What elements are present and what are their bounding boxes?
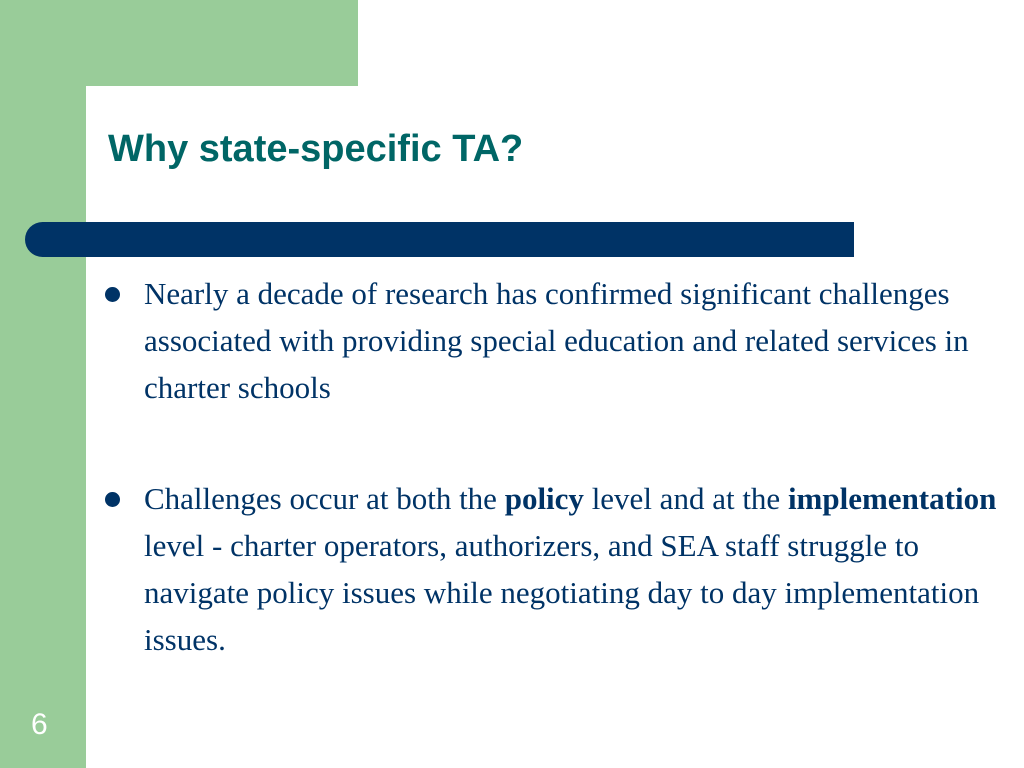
green-top-block — [0, 0, 358, 86]
bullet-dot-icon — [105, 492, 120, 507]
bullet-emphasis-implementation: implementation — [787, 481, 997, 516]
slide-title: Why state-specific TA? — [108, 128, 524, 170]
bullet-text-part: level and at the — [583, 481, 788, 516]
bullet-item-research — [100, 270, 1020, 411]
bullet-emphasis-policy: policy — [504, 481, 584, 516]
bullet-dot-icon — [105, 287, 120, 302]
bullet-item-challenges — [100, 475, 1020, 663]
bullet-text: Nearly a decade of research has confirmed significant challenges associated with providing special education and related services in charter schools — [144, 276, 969, 405]
bullet-list — [100, 270, 1020, 663]
green-side-strip — [0, 0, 86, 768]
bullet-text-part: Challenges occur at both the — [144, 481, 505, 516]
page-number: 6 — [31, 708, 48, 741]
bullet-text-part: level - charter operators, authorizers, and SEA staff struggle to navigate policy issues while negotiating day to day implementation issues. — [144, 528, 980, 657]
title-underline-bar — [25, 222, 854, 257]
